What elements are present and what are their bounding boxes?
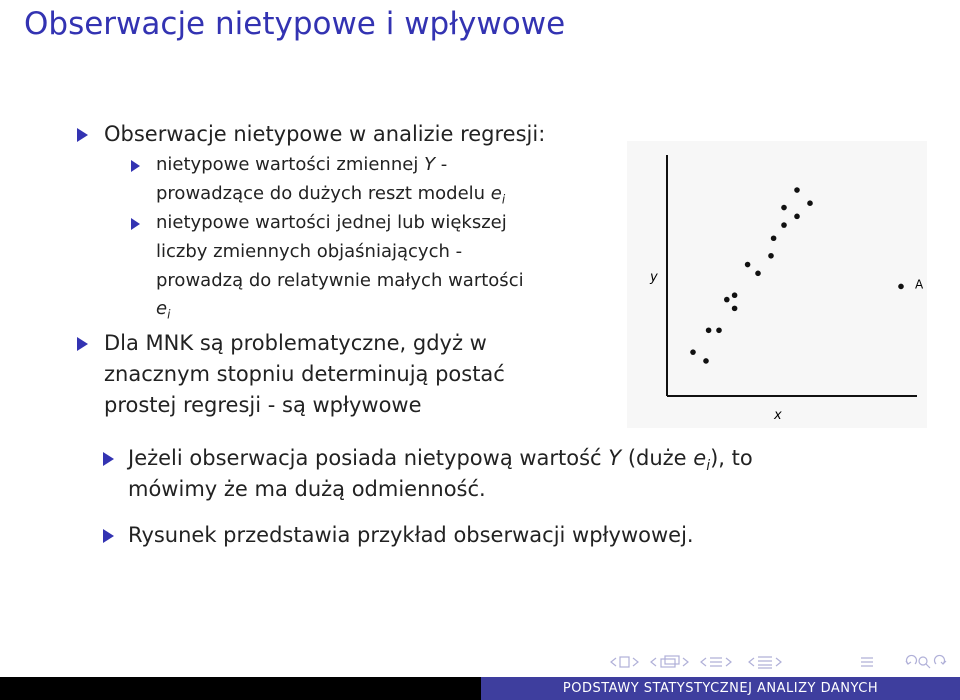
scatter-figure — [627, 141, 927, 428]
data-point-outlier — [898, 284, 904, 290]
sub-bullet-marker-icon — [131, 218, 140, 230]
sub-bullet-line — [156, 183, 505, 207]
sub-bullet-line — [156, 298, 170, 322]
subscript-i: i — [706, 458, 711, 475]
data-point — [703, 358, 709, 364]
subscript-i: i — [167, 307, 171, 322]
nav-prev-section-icon[interactable] — [701, 658, 706, 666]
nav-appendix-icon[interactable] — [861, 658, 873, 666]
bullet-text: ), to — [710, 446, 753, 470]
sub-bullet-text: liczby zmiennych objaśniających - — [156, 241, 463, 262]
figure-background — [627, 141, 927, 428]
bullet-marker-icon — [77, 337, 88, 351]
data-point — [724, 297, 730, 303]
bullet-marker-icon — [77, 128, 88, 142]
data-point — [807, 200, 813, 206]
data-point — [768, 253, 774, 259]
bullet-text: prostej regresji - są wpływowe — [104, 393, 422, 417]
data-point — [771, 235, 777, 241]
point-annotation-label: A — [915, 277, 924, 292]
data-point — [755, 271, 761, 277]
subscript-i: i — [501, 192, 506, 207]
variable-y: Y — [608, 446, 622, 470]
sub-bullet-text: prowadzące do dużych reszt modelu — [156, 183, 486, 204]
nav-forward-icon[interactable] — [935, 655, 947, 664]
data-point — [732, 292, 738, 298]
footer-title-panel — [481, 677, 960, 700]
sub-bullet-text: nietypowe wartości jednej lub większej — [156, 212, 507, 233]
dash: - — [440, 154, 448, 175]
variable-y: Y — [424, 154, 436, 175]
nav-search-icon[interactable] — [919, 657, 930, 668]
nav-section-icon[interactable] — [710, 658, 722, 666]
bullet-text: Jeżeli obserwacja posiada nietypową wartość — [128, 446, 602, 470]
nav-document-icon[interactable] — [758, 657, 772, 668]
y-axis-label: y — [650, 270, 658, 285]
navigation-bar — [608, 654, 953, 670]
scatter-plot — [627, 141, 927, 428]
bullet-text: Rysunek przedstawia przykład obserwacji wpływowej. — [128, 523, 694, 547]
bullet-text: znacznym stopniu determinują postać — [104, 362, 505, 386]
nav-next-section-icon[interactable] — [726, 658, 731, 666]
data-point — [706, 327, 712, 333]
nav-prev-document-icon[interactable] — [749, 658, 754, 666]
sub-bullet-line — [156, 154, 447, 175]
sub-bullet-text: nietypowe wartości zmiennej — [156, 154, 419, 175]
bullet-text: Dla MNK są problematyczne, gdyż w — [104, 331, 487, 355]
data-point — [690, 349, 696, 355]
nav-subsection-icon[interactable] — [661, 656, 679, 667]
bullet-text: (duże — [627, 446, 687, 470]
nav-next-subsection-icon[interactable] — [683, 658, 688, 666]
bullet-marker-icon — [103, 529, 114, 543]
data-point — [781, 205, 787, 211]
nav-prev-subsection-icon[interactable] — [651, 658, 656, 666]
variable-e: e — [156, 298, 168, 319]
data-point — [794, 187, 800, 193]
data-point — [716, 327, 722, 333]
nav-back-icon[interactable] — [906, 655, 917, 664]
variable-e: e — [693, 446, 707, 470]
x-axis-label: x — [774, 408, 782, 423]
sub-bullet-marker-icon — [131, 160, 140, 172]
bullet-line — [128, 446, 753, 474]
sub-bullet-text: prowadzą do relatywnie małych wartości — [156, 270, 524, 291]
data-point — [794, 214, 800, 220]
nav-prev-frame-icon[interactable] — [611, 658, 616, 666]
data-point — [745, 262, 751, 268]
data-point — [732, 306, 738, 312]
bullet-text: Obserwacje nietypowe w analizie regresji: — [104, 122, 546, 146]
data-point — [781, 222, 787, 228]
footer-bar — [0, 677, 960, 700]
footer-title: PODSTAWY STATYSTYCZNEJ ANALIZY DANYCH — [562, 681, 879, 696]
nav-frame-icon[interactable] — [620, 657, 629, 667]
variable-e: e — [490, 183, 502, 204]
nav-next-frame-icon[interactable] — [633, 658, 638, 666]
bullet-marker-icon — [103, 452, 114, 466]
bullet-text: mówimy że ma dużą odmienność. — [128, 477, 486, 501]
nav-next-document-icon[interactable] — [776, 658, 781, 666]
slide-title: Obserwacje nietypowe i wpływowe — [24, 6, 566, 42]
